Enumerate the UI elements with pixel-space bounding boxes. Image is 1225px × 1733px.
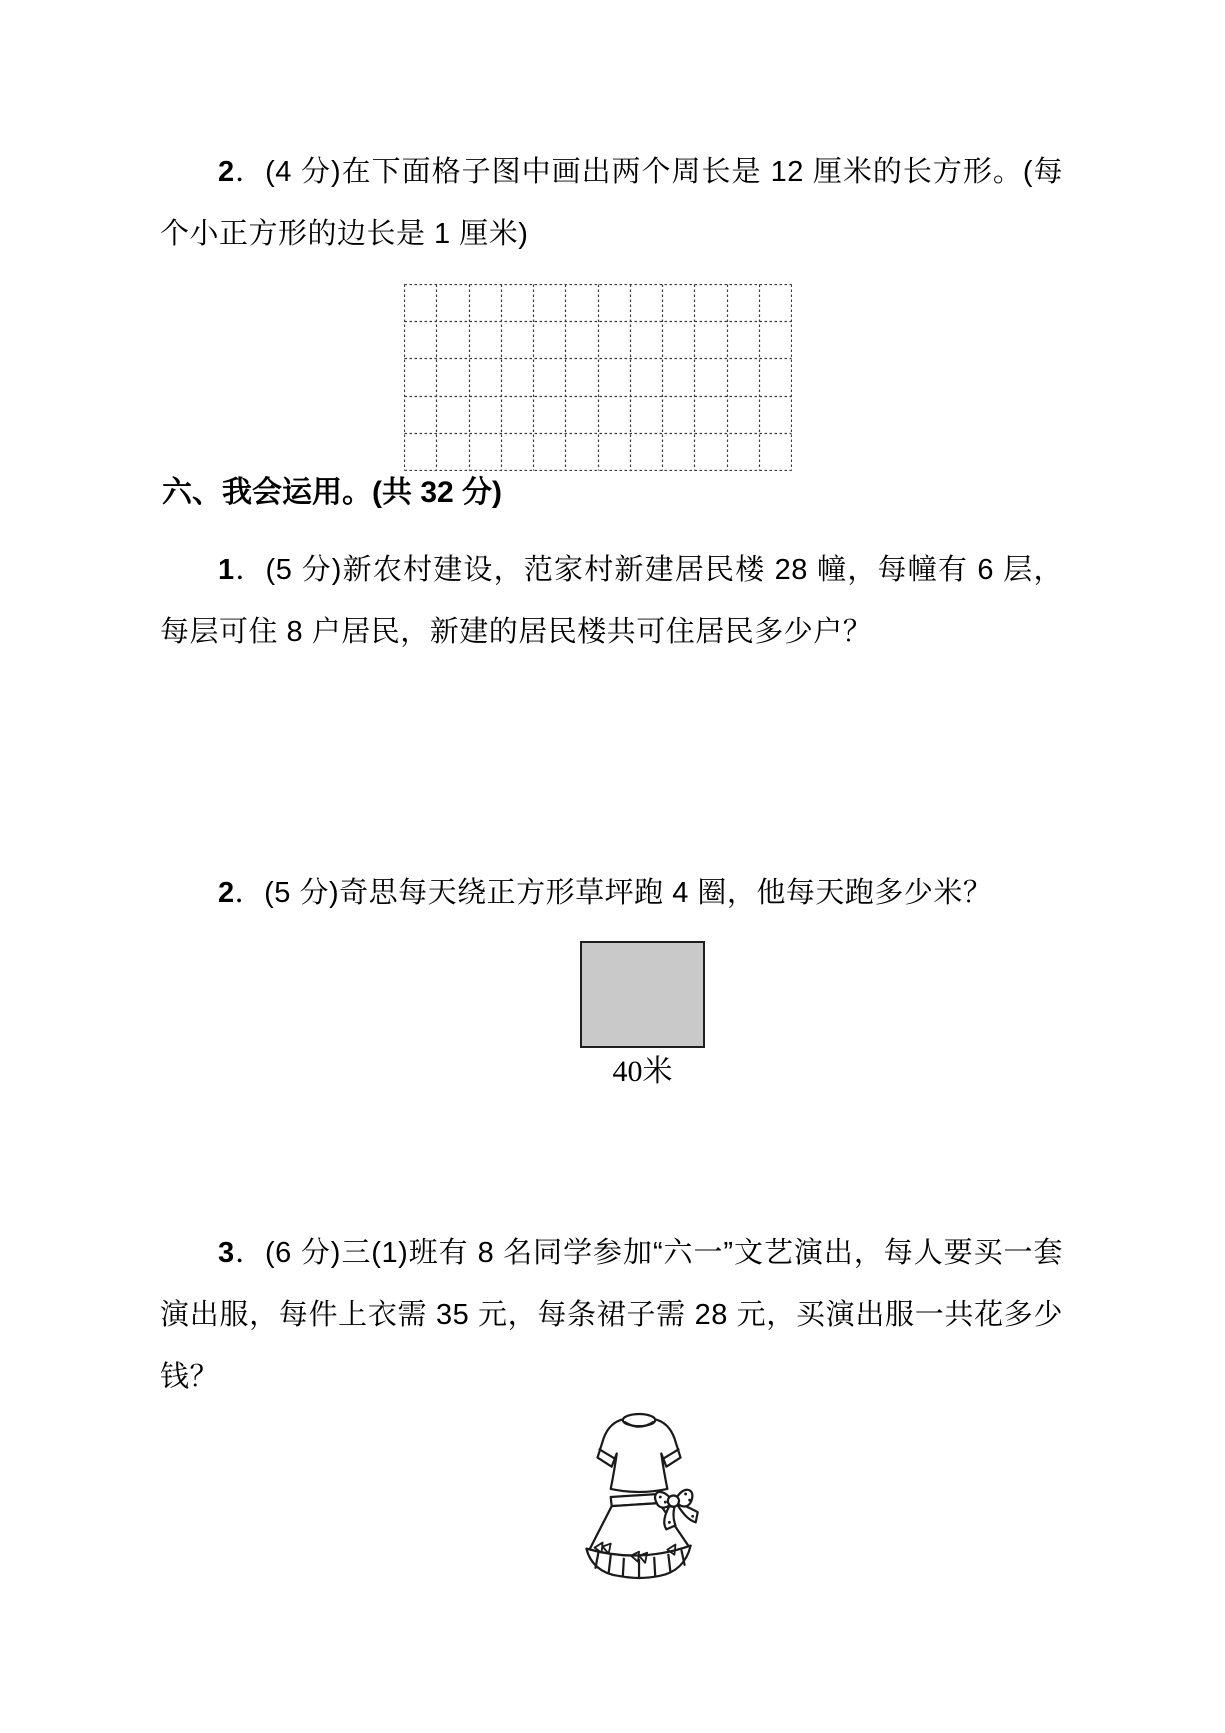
question-square-lawn-running — [160, 862, 1063, 924]
question-text: ．(6 分)三(1)班有 8 名同学参加“六一”文艺演出，每人要买一套演出服，每件上衣需 35 元，每条裙子需 28 元，买演出服一共花多少钱？ — [160, 1237, 1063, 1393]
dress-illustration — [568, 1412, 705, 1580]
square-lawn-figure — [580, 941, 705, 1088]
question-text: ．(5 分)新农村建设，范家村新建居民楼 28 幢，每幢有 6 层，每层可住 8 户居民，新建的居民楼共可住居民多少户？ — [160, 554, 1063, 648]
question-number: 2 — [218, 156, 235, 188]
question-costume-cost — [160, 1222, 1063, 1408]
dress-line-art-icon — [568, 1412, 705, 1580]
question-text: ．(5 分)奇思每天绕正方形草坪跑 4 圈，他每天跑多少米？ — [234, 877, 993, 909]
question-draw-rectangles — [160, 141, 1063, 265]
dotted-grid — [404, 284, 792, 471]
practice-grid-figure — [404, 284, 792, 471]
square-side-label: 40米 — [612, 1055, 673, 1088]
question-number: 1 — [218, 554, 235, 586]
shirt-icon — [598, 1414, 681, 1492]
question-text: ．(4 分)在下面格子图中画出两个周长是 12 厘米的长方形。(每个小正方形的边长是 1 厘米) — [160, 156, 1063, 250]
question-residential-buildings — [160, 539, 1063, 663]
gray-square-shape — [580, 941, 705, 1048]
section-header: 六、我会运用。(共 32 分) — [162, 476, 503, 509]
question-number: 3 — [218, 1237, 235, 1269]
question-number: 2 — [218, 877, 235, 909]
